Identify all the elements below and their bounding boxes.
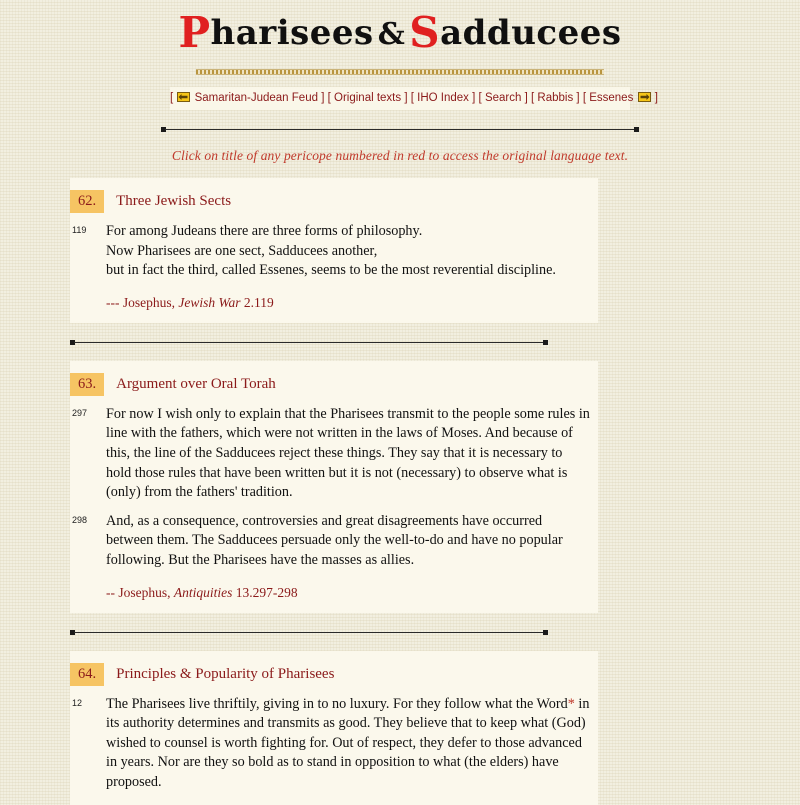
nav-bracket-close-3: ] xyxy=(524,92,528,105)
section-head-64 xyxy=(70,657,590,686)
nav-link-iho-index[interactable]: IHO Index xyxy=(417,92,469,105)
pericope-section-64 xyxy=(70,651,598,805)
content-panel xyxy=(70,178,730,805)
divider-line xyxy=(74,632,544,633)
citation-reference-63: 13.297-298 xyxy=(235,584,298,600)
nav-bracket-open-3: [ xyxy=(478,92,482,105)
verse-text-298: And, as a consequence, controversies and great disagreements have occurred between them. The Sadducees persuade only the well-to-do and have no popular following. But the Pharisees have the masses as allies. xyxy=(106,512,563,569)
divider-line xyxy=(165,129,635,130)
title-word-pharisees: harisees xyxy=(210,13,374,53)
nav-bracket-close-0: ] xyxy=(321,92,325,105)
section-head-63 xyxy=(70,367,590,396)
divider-dot-right xyxy=(634,127,639,132)
nav-link-rabbis[interactable]: Rabbis xyxy=(537,92,574,105)
citation-work-62: Jewish War xyxy=(178,294,241,310)
nav-bracket-open-4: [ xyxy=(530,92,535,105)
citation-62 xyxy=(70,295,590,311)
verse-62-119 xyxy=(70,222,590,281)
nav-bracket-open-5: [ xyxy=(582,92,587,105)
nav-link-search[interactable]: Search xyxy=(484,92,522,105)
verse-number-119: 119 xyxy=(72,225,87,236)
section-title-63[interactable]: Argument over Oral Torah xyxy=(116,375,276,392)
nav-bracket-close-2: ] xyxy=(472,92,476,105)
citation-reference-62: 2.119 xyxy=(243,294,274,310)
section-number-badge-64: 64. xyxy=(70,663,104,686)
footnote-asterisk-marker[interactable]: * xyxy=(567,695,575,712)
verse-text-297: For now I wish only to explain that the Pharisees transmit to the people some rules in line with the fathers, which were not written in the laws of Moses. And because of this, the line of the Sadducees reject these things. They say that it is necessary to hold those rules that have been written but it is not (necessary) to observe what is (only) from the fathers' tradition. xyxy=(106,405,590,501)
arrow-right-icon[interactable] xyxy=(638,92,651,102)
nav-bracket-open-2: [ xyxy=(410,92,414,105)
divider-dot-right xyxy=(543,630,548,635)
instruction-note: Click on title of any pericope numbered in red to access the original language text. xyxy=(171,148,629,164)
decorative-title-rule xyxy=(196,69,604,75)
section-number-badge-63: 63. xyxy=(70,373,104,396)
citation-63 xyxy=(70,585,590,601)
divider-between-62-63 xyxy=(70,337,548,349)
divider-dot-right xyxy=(543,340,548,345)
nav-bracket-close-1: ] xyxy=(404,92,408,105)
page-title xyxy=(0,0,800,55)
section-number-badge-62: 62. xyxy=(70,190,104,213)
verse-line-0: For among Judeans there are three forms of philosophy. xyxy=(106,223,423,240)
arrow-left-icon[interactable] xyxy=(177,92,190,102)
nav-bracket-open-0: [ xyxy=(170,92,174,105)
citation-work-63: Antiquities xyxy=(173,584,233,600)
verse-63-297 xyxy=(70,405,590,503)
verse-64-12 xyxy=(70,695,590,793)
verse-text-12: The Pharisees live thriftily, giving in to no luxury. For they follow what the Word* in its authority determines and transmits as good. They believe that to keep what (God) wished to counsel is worth fighting for. Out of respect, they defer to those advanced in years. Nor are they so bold as to stand in opposition to what (the elders) have proposed. xyxy=(106,695,590,790)
divider-top xyxy=(161,124,639,136)
nav-link-original-texts[interactable]: Original texts xyxy=(334,92,402,105)
nav-link-essenes[interactable]: Essenes xyxy=(589,92,634,105)
citation-prefix-62: --- Josephus, xyxy=(106,294,175,310)
verse-text-119 xyxy=(106,222,556,281)
divider-between-63-64 xyxy=(70,627,548,639)
verse-number-298: 298 xyxy=(72,514,88,525)
verse-number-297: 297 xyxy=(72,407,88,418)
nav-link-samaritan-judean-feud[interactable]: Samaritan-Judean Feud xyxy=(194,92,318,105)
section-title-62[interactable]: Three Jewish Sects xyxy=(116,193,232,210)
pericope-section-62 xyxy=(70,178,598,323)
title-word-sadducees: adducees xyxy=(440,13,622,53)
verse-line-1: Now Pharisees are one sect, Sadducees another, xyxy=(106,242,378,259)
pericope-section-63 xyxy=(70,361,598,613)
title-ampersand: & xyxy=(377,17,406,52)
citation-prefix-63: -- Josephus, xyxy=(106,584,171,600)
nav-bracket-close-4: ] xyxy=(576,92,580,105)
section-head-62 xyxy=(70,184,590,213)
title-dropcap-s: S xyxy=(409,8,441,57)
verse-number-12: 12 xyxy=(72,697,83,708)
verse-line-2: but in fact the third, called Essenes, seems to be the most reverential discipline. xyxy=(106,262,556,279)
verse-63-298 xyxy=(70,512,590,571)
title-dropcap-p: P xyxy=(178,8,211,57)
navigation-bar xyxy=(170,87,658,110)
nav-bracket-close-5: ] xyxy=(654,92,658,105)
section-title-64[interactable]: Principles & Popularity of Pharisees xyxy=(116,665,335,682)
divider-line xyxy=(74,342,544,343)
nav-bracket-open-1: [ xyxy=(327,92,331,105)
